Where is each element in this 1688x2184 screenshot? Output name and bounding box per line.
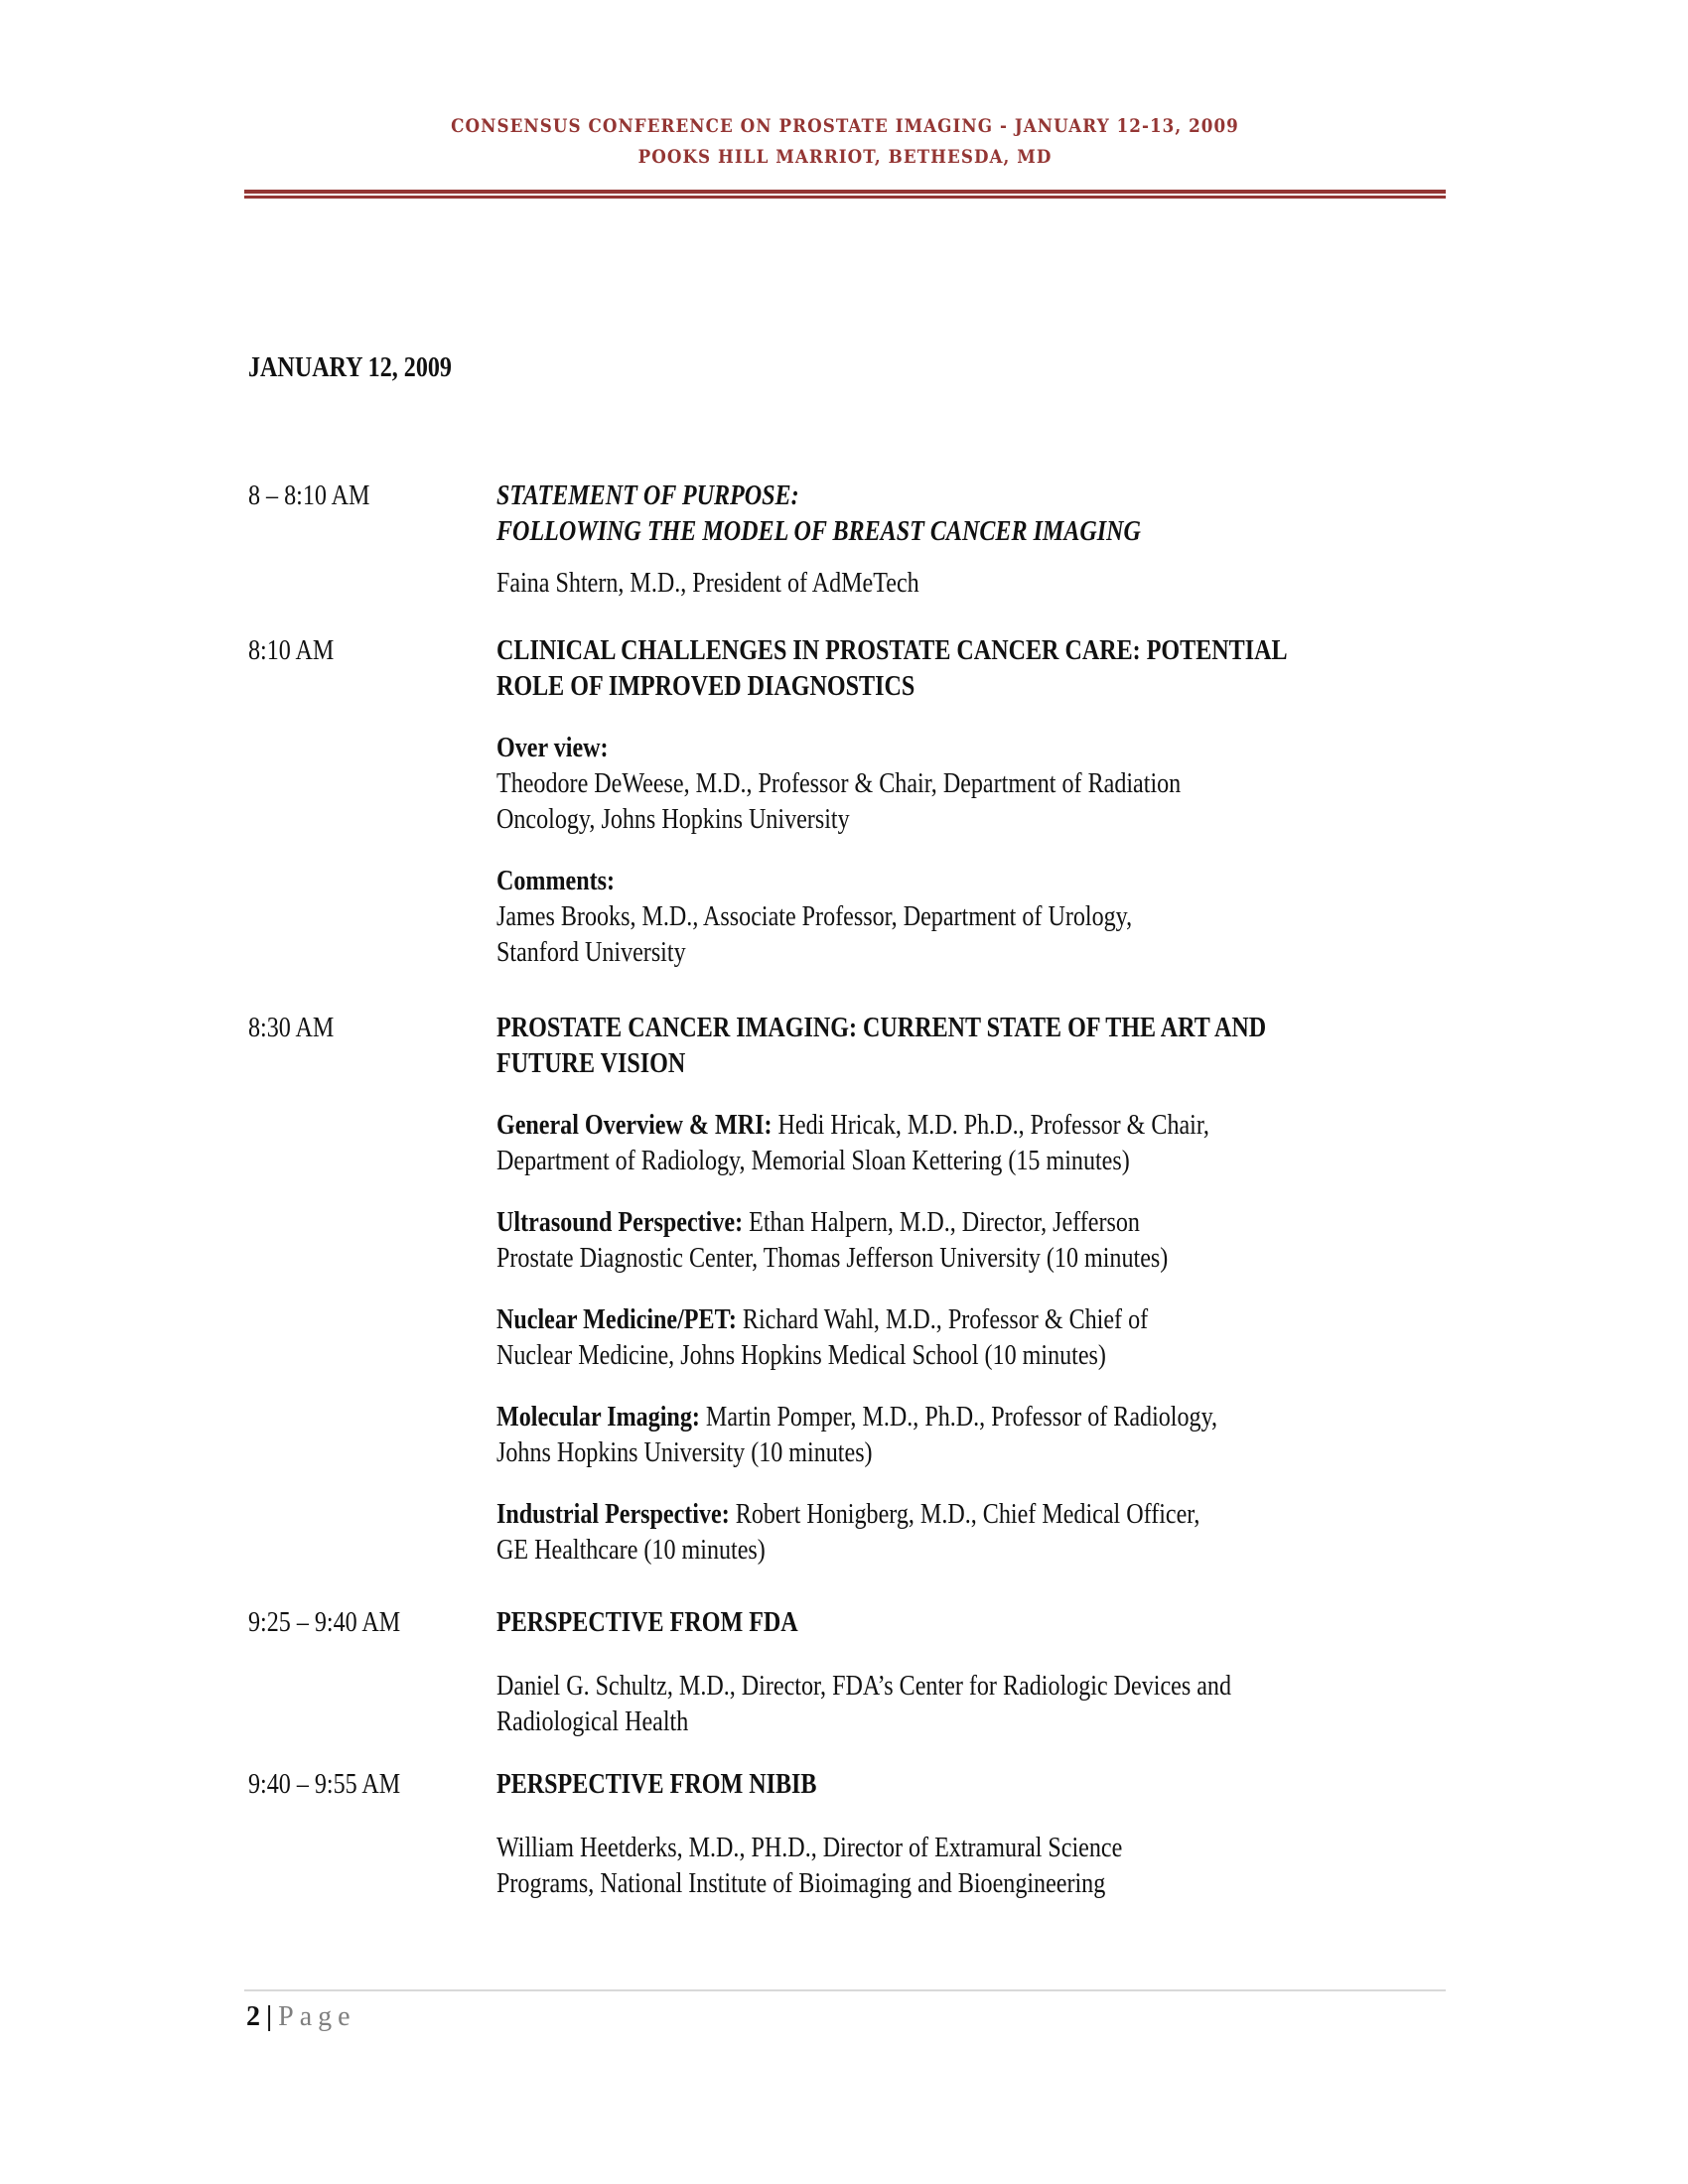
- page-header: [244, 111, 1446, 173]
- speaker-paragraph: Nuclear Medicine/PET: Richard Wahl, M.D., Professor & Chief of Nuclear Medicine, Johns Hopkins Medical School (10 minutes): [496, 1304, 1149, 1371]
- speaker-paragraph: Faina Shtern, M.D., President of AdMeTech: [496, 568, 919, 599]
- header-conference-title: CONSENSUS CONFERENCE ON PROSTATE IMAGING - JANUARY 12-13, 2009: [451, 115, 1239, 137]
- paragraph-label: Comments:: [496, 866, 616, 896]
- speaker-paragraph: Industrial Perspective: Robert Honigberg, M.D., Chief Medical Officer, GE Healthcare (10 minutes): [496, 1499, 1200, 1566]
- speaker-paragraph: William Heetderks, M.D., PH.D., Director of Extramural Science Programs, National Institute of Bioimaging and Bioengineering: [496, 1833, 1123, 1899]
- slot-title: PERSPECTIVE FROM NIBIB: [496, 1769, 817, 1800]
- slot-body: [496, 1767, 1450, 1902]
- footer-rule: [244, 1989, 1446, 1991]
- slot-title: PROSTATE CANCER IMAGING: CURRENT STATE OF THE ART AND FUTURE VISION: [496, 1013, 1267, 1079]
- speaker-paragraph: Comments: James Brooks, M.D., Associate Professor, Department of Urology, Stanford University: [496, 866, 1133, 968]
- paragraph-label: Molecular Imaging:: [496, 1402, 700, 1433]
- speaker-paragraph: Ultrasound Perspective: Ethan Halpern, M.D., Director, Jefferson Prostate Diagnostic Center, Thomas Jefferson University (10 minutes): [496, 1207, 1169, 1274]
- header-rule-thin: [244, 196, 1446, 199]
- date-heading-text: JANUARY 12, 2009: [248, 352, 452, 383]
- slot-body: [496, 1011, 1450, 1569]
- slot-title: CLINICAL CHALLENGES IN PROSTATE CANCER CARE: POTENTIAL ROLE OF IMPROVED DIAGNOSTICS: [496, 635, 1288, 702]
- slot-time: 9:25 – 9:40 AM: [248, 1607, 401, 1638]
- slot-title: STATEMENT OF PURPOSE: FOLLOWING THE MODEL OF BREAST CANCER IMAGING: [496, 480, 1141, 547]
- header-venue: POOKS HILL MARRIOT, BETHESDA, MD: [637, 146, 1053, 168]
- paragraph-label: Nuclear Medicine/PET:: [496, 1304, 737, 1335]
- date-heading: [248, 352, 485, 384]
- slot-body: [496, 633, 1450, 971]
- speaker-paragraph: Over view: Theodore DeWeese, M.D., Professor & Chair, Department of Radiation Oncology, Johns Hopkins University: [496, 733, 1182, 835]
- slot-time: 8:10 AM: [248, 635, 335, 666]
- header-rule-thick: [244, 190, 1446, 194]
- slot-body: [496, 478, 1450, 602]
- page-number: 2: [246, 2001, 260, 2032]
- paragraph-label: General Overview & MRI:: [496, 1110, 773, 1141]
- paragraph-label: Over view:: [496, 733, 609, 763]
- footer-separator: |: [266, 2001, 273, 2032]
- slot-time: 8 – 8:10 AM: [248, 480, 370, 511]
- speaker-paragraph: Daniel G. Schultz, M.D., Director, FDA’s Center for Radiologic Devices and Radiological Health: [496, 1671, 1232, 1737]
- page-label: Page: [278, 2001, 356, 2032]
- slot-time: 9:40 – 9:55 AM: [248, 1769, 401, 1800]
- page-footer: [246, 2001, 356, 2033]
- slot-title: PERSPECTIVE FROM FDA: [496, 1607, 798, 1638]
- speaker-paragraph: Molecular Imaging: Martin Pomper, M.D., Ph.D., Professor of Radiology, Johns Hopkins University (10 minutes): [496, 1402, 1218, 1468]
- paragraph-label: Industrial Perspective:: [496, 1499, 730, 1530]
- slot-body: [496, 1605, 1450, 1740]
- speaker-paragraph: General Overview & MRI: Hedi Hricak, M.D. Ph.D., Professor & Chair, Department of Radiology, Memorial Sloan Kettering (15 minutes): [496, 1110, 1209, 1176]
- paragraph-label: Ultrasound Perspective:: [496, 1207, 744, 1238]
- slot-time: 8:30 AM: [248, 1013, 335, 1043]
